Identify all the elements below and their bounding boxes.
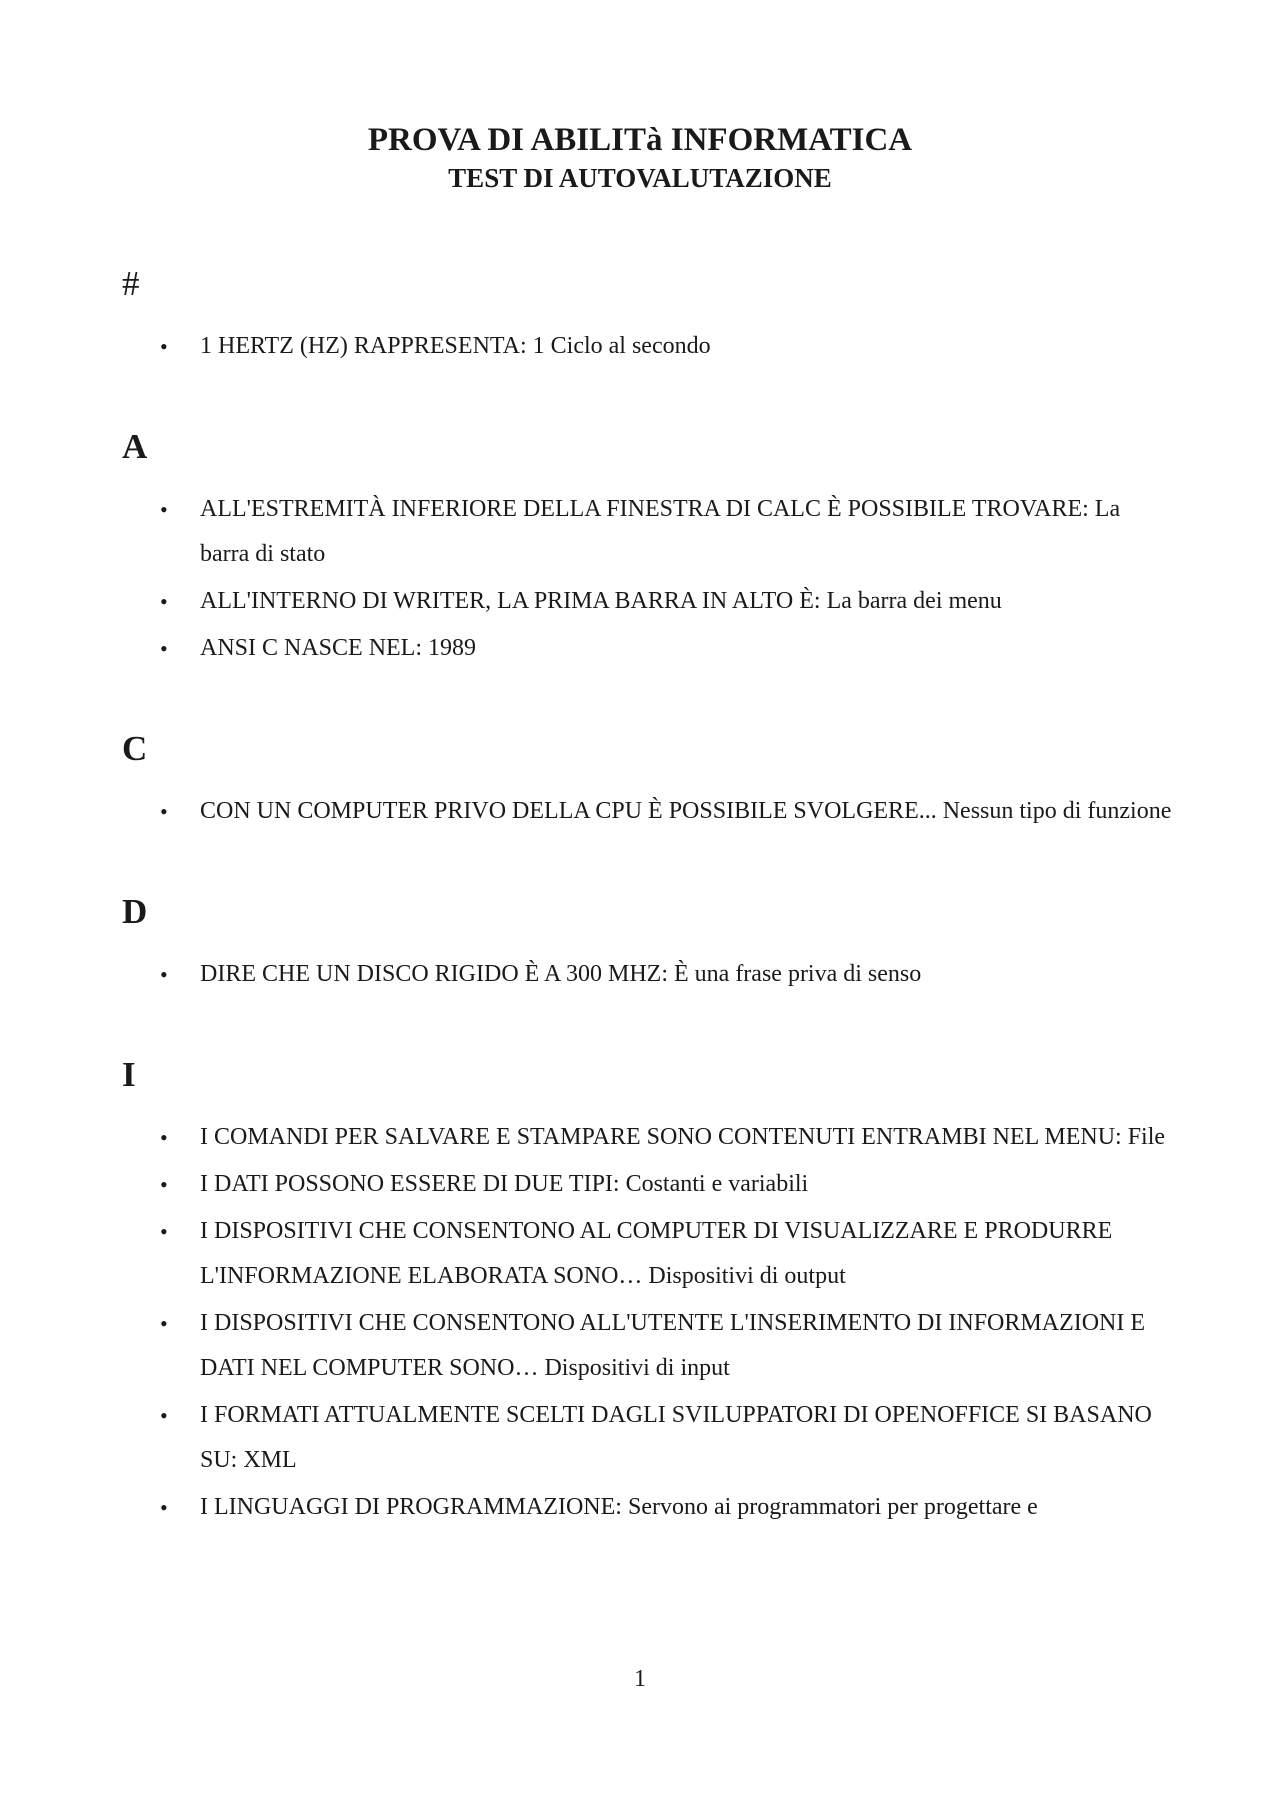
list-item	[122, 626, 1172, 671]
section-list	[122, 1115, 1172, 1530]
document-subtitle: TEST DI AUTOVALUTAZIONE	[448, 163, 832, 193]
section-heading: A	[122, 427, 148, 466]
item-text: I DISPOSITIVI CHE CONSENTONO ALL'UTENTE L'INSERIMENTO DI INFORMAZIONI E DATI NEL COMPUTER SONO… Dispositivi di input	[200, 1310, 1146, 1381]
list-item	[122, 1485, 1172, 1530]
item-text: ALL'ESTREMITÀ INFERIORE DELLA FINESTRA DI CALC È POSSIBILE TROVARE: La barra di stato	[200, 496, 1121, 567]
section-d	[122, 890, 1172, 997]
bullet-icon: •	[160, 962, 168, 987]
bullet-icon: •	[160, 589, 168, 614]
section-i	[122, 1053, 1172, 1530]
title-block	[0, 120, 1280, 196]
section-heading: D	[122, 892, 148, 931]
bullet-icon: •	[160, 1125, 168, 1150]
item-text: I COMANDI PER SALVARE E STAMPARE SONO CONTENUTI ENTRAMBI NEL MENU: File	[200, 1124, 1166, 1150]
list-item	[122, 789, 1172, 834]
section-list	[122, 487, 1172, 671]
section-heading: #	[122, 264, 140, 303]
section-hash	[122, 262, 1172, 369]
bullet-icon: •	[160, 636, 168, 661]
bullet-icon: •	[160, 497, 168, 522]
item-text: I LINGUAGGI DI PROGRAMMAZIONE: Servono ai programmatori per progettare e	[200, 1494, 1038, 1520]
bullet-icon: •	[160, 1495, 168, 1520]
page-number: 1	[634, 1666, 646, 1692]
list-item	[122, 1115, 1172, 1160]
section-heading: I	[122, 1055, 136, 1094]
item-text: I FORMATI ATTUALMENTE SCELTI DAGLI SVILUPPATORI DI OPENOFFICE SI BASANO SU: XML	[200, 1402, 1152, 1473]
list-item	[122, 1162, 1172, 1207]
section-c	[122, 727, 1172, 834]
list-item	[122, 324, 1172, 369]
section-list	[122, 789, 1172, 834]
item-text: ANSI C NASCE NEL: 1989	[200, 635, 477, 661]
item-text: I DISPOSITIVI CHE CONSENTONO AL COMPUTER DI VISUALIZZARE E PRODURRE L'INFORMAZIONE ELABORATA SONO… Dispositivi di output	[200, 1218, 1113, 1289]
section-list	[122, 324, 1172, 369]
bullet-icon: •	[160, 334, 168, 359]
item-text: CON UN COMPUTER PRIVO DELLA CPU È POSSIBILE SVOLGERE... Nessun tipo di funzione	[200, 798, 1172, 824]
item-text: I DATI POSSONO ESSERE DI DUE TIPI: Costanti e variabili	[200, 1171, 809, 1197]
item-text: DIRE CHE UN DISCO RIGIDO È A 300 MHZ: È una frase priva di senso	[200, 961, 922, 987]
item-text: ALL'INTERNO DI WRITER, LA PRIMA BARRA IN ALTO È: La barra dei menu	[200, 588, 1002, 614]
list-item	[122, 952, 1172, 997]
list-item	[122, 1393, 1172, 1483]
list-item	[122, 487, 1172, 577]
bullet-icon: •	[160, 1311, 168, 1336]
list-item	[122, 579, 1172, 624]
bullet-icon: •	[160, 1403, 168, 1428]
bullet-icon: •	[160, 1219, 168, 1244]
document-title: PROVA DI ABILITà INFORMATICA	[367, 122, 913, 158]
list-item	[122, 1209, 1172, 1299]
section-a	[122, 425, 1172, 671]
bullet-icon: •	[160, 799, 168, 824]
section-heading: C	[122, 729, 148, 768]
document-content	[122, 262, 1172, 1586]
list-item	[122, 1301, 1172, 1391]
section-list	[122, 952, 1172, 997]
bullet-icon: •	[160, 1172, 168, 1197]
item-text: 1 HERTZ (HZ) RAPPRESENTA: 1 Ciclo al secondo	[200, 333, 711, 359]
